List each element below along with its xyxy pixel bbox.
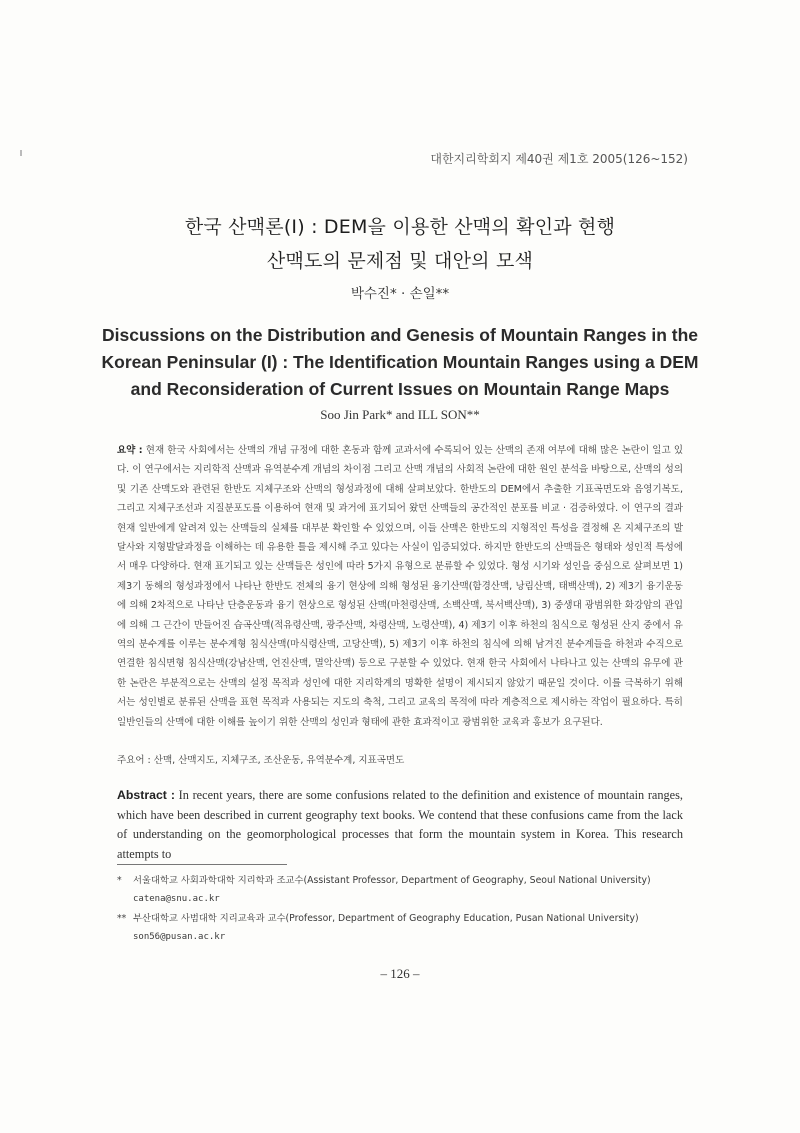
- korean-title-line-2: 산맥도의 문제점 및 대안의 모색: [266, 250, 534, 272]
- english-authors: Soo Jin Park* and ILL SON**: [320, 407, 480, 422]
- scan-artifact: [20, 150, 22, 156]
- korean-authors: 박수진* · 손일**: [350, 286, 450, 302]
- korean-title-line-1: 한국 산맥론(I) : DEM을 이용한 산맥의 확인과 현행: [184, 216, 616, 238]
- english-abstract: [117, 786, 683, 864]
- keywords-label: 주요어 :: [117, 755, 151, 766]
- footnote-2: [117, 910, 683, 946]
- journal-reference: 대한지리학회지 제40권 제1호 2005(126~152): [430, 152, 688, 166]
- footnote-1-email[interactable]: catena@snu.ac.kr: [133, 894, 220, 904]
- english-title-line-1: Discussions on the Distribution and Genesis of Mountain Ranges in the: [101, 325, 699, 345]
- english-title: [100, 322, 700, 403]
- footnote-2-email[interactable]: son56@pusan.ac.kr: [133, 932, 226, 942]
- footnote-divider: [117, 864, 287, 865]
- english-abstract-text: In recent years, there are some confusions related to the definition and existence of mountain ranges, which have been described in current geography text books. We contend that these confusions came from the lack of understanding on the geomorphological processes that form the mountain system in Korea. This research attempts to: [117, 788, 683, 861]
- footnote-1-text: 서울대학교 사회과학대학 지리학과 조교수(Assistant Professor, Department of Geography, Seoul National University): [133, 875, 651, 886]
- korean-keywords: [117, 752, 683, 766]
- korean-abstract: [117, 441, 683, 732]
- korean-title: [120, 210, 680, 278]
- english-abstract-label: Abstract :: [117, 788, 175, 802]
- english-title-line-3: and Reconsideration of Current Issues on Mountain Range Maps: [130, 379, 670, 399]
- page-number: – 126 –: [380, 966, 420, 981]
- footnote-1: [117, 872, 683, 908]
- english-title-line-2: Korean Peninsular (I) : The Identification Mountain Ranges using a DEM: [101, 352, 699, 372]
- keywords-text: 산맥, 산맥지도, 지체구조, 조산운동, 유역분수계, 지표곡면도: [153, 755, 405, 766]
- korean-abstract-label: 요약 :: [117, 445, 143, 456]
- footnote-2-mark: **: [117, 913, 127, 924]
- footnote-1-mark: *: [117, 875, 122, 886]
- korean-abstract-text: 현재 한국 사회에서는 산맥의 개념 규정에 대한 혼동과 함께 교과서에 수록되어 있는 산맥의 존재 여부에 대해 많은 논란이 일고 있다. 이 연구에서는 지리학적 산맥과 유역분수계 개념의 차이점 그리고 산맥 개념의 사회적 논란에 대한 원인 분석을 바탕으로, 산맥의 성의 및 기존 산맥도와 관련된 한반도 지체구조와 산맥의 형성과정에 대해 살펴보았다. 한반도의 DEM에서 추출한 기표곡면도와 음영기복도, 그리고 지체구조선과 지질분포도를 이용하여 현재 및 과거에 표기되어 왔던 산맥들의 공간적인 분포를 비교 · 검증하였다. 이 연구의 결과 현재 일반에게 알려져 있는 산맥들의 실체를 대부분 확인할 수 있었으며, 이들 산맥은 한반도의 지형적인 특성을 결정해 온 지체구조의 발달사와 지형발달과정을 이해하는 데 유용한 틀을 제시해 주고 있다는 사실이 입증되었다. 하지만 한반도의 산맥들은 형태와 성인적 특성에서 매우 다양하다. 현재 표기되고 있는 산맥들은 성인에 따라 5가지 유형으로 분류할 수 있었다. 형성 시기와 성인을 중심으로 살펴보면 1) 제3기 동해의 형성과정에서 나타난 한반도 전체의 융기 현상에 의해 형성된 융기산맥(함경산맥, 낭림산맥, 태백산맥), 2) 제3기 융기운동에 의해 2차적으로 나타난 단층운동과 융기 현상으로 형성된 산맥(마천령산맥, 소백산맥, 북서백산맥), 3) 중생대 광범위한 화강암의 관입에 의해 그 근간이 만들어진 습곡산맥(적유령산맥, 광주산맥, 차령산맥, 노령산맥), 4) 제3기 이후 하천의 침식으로 형성된 산지 중에서 유역의 분수계를 이루는 분수계형 침식산맥(마식령산맥, 고당산맥), 5) 제3기 이후 하천의 침식에 의해 남겨진 분수계들을 하천과 수직으로 연결한 침식면형 침식산맥(강남산맥, 언진산맥, 멸악산맥) 등으로 구분할 수 있었다. 현재 한국 사회에서 나타나고 있는 산맥의 유무에 관한 논란은 부분적으로는 산맥의 설정 목적과 성인에 대한 지리학계의 명확한 설명이 제시되지 않았기 때문일 것이다. 이를 극복하기 위해서는 성인별로 분류된 산맥을 표현 목적과 사용되는 지도의 축척, 그리고 교육의 목적에 따라 계층적으로 제시하는 작업이 필요하다. 특히 일반인들의 산맥에 대한 이해를 높이기 위한 산맥의 성인과 형태에 관한 효과적이고 광범위한 교육과 홍보가 요구된다.: [117, 445, 683, 728]
- footnote-2-text: 부산대학교 사범대학 지리교육과 교수(Professor, Department of Geography Education, Pusan National University): [133, 913, 639, 924]
